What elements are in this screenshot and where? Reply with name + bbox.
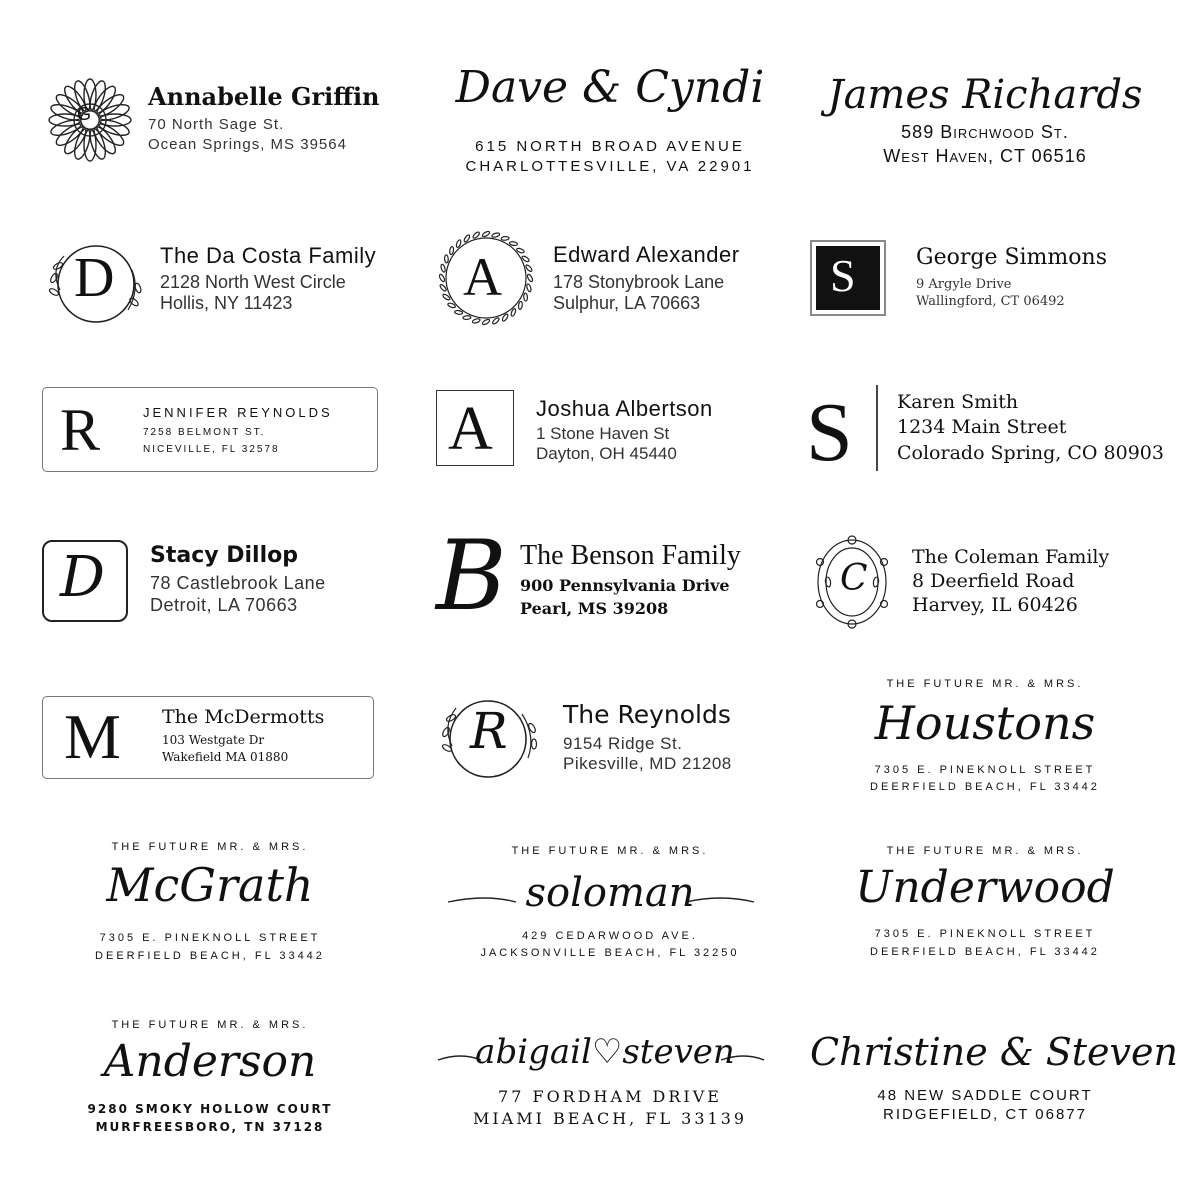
wreath-leaf: [491, 232, 500, 238]
address-line-1: 48 NEW SADDLE COURT: [877, 1087, 1093, 1104]
stamp-name: McGrath: [106, 858, 314, 912]
divider: [876, 385, 878, 471]
top-line: THE FUTURE MR. & MRS.: [511, 845, 709, 857]
address-line-2: DEERFIELD BEACH, FL 33442: [870, 781, 1100, 793]
address-line-2: CHARLOTTESVILLE, VA 22901: [465, 158, 755, 175]
wreath-leaf: [501, 236, 509, 240]
address-line-1: 7305 E. PINEKNOLL STREET: [874, 764, 1096, 776]
stamp-name: Anderson: [103, 1036, 317, 1087]
top-line: THE FUTURE MR. & MRS.: [886, 845, 1084, 857]
stamp-name: The Coleman Family: [912, 546, 1110, 568]
address-line-2: JACKSONVILLE BEACH, FL 32250: [480, 947, 740, 959]
address-line-1: 77 FORDHAM DRIVE: [498, 1087, 722, 1106]
address-line-1: 7258 BELMONT ST.: [143, 427, 266, 438]
stamp-name: James Richards: [827, 72, 1143, 118]
address-line-2: Sulphur, LA 70663: [553, 293, 701, 313]
wreath-leaf: [472, 318, 481, 324]
wreath-leaf: [526, 274, 533, 283]
address-line-1: 9 Argyle Drive: [916, 277, 1012, 292]
address-line-2: NICEVILLE, FL 32578: [143, 444, 280, 455]
address-line-1: 103 Westgate Dr: [162, 733, 265, 747]
address-line-1: 589 Birchwood St.: [901, 122, 1069, 142]
wreath-leaf: [439, 284, 447, 292]
stamp-name: Christine & Steven: [810, 1030, 1178, 1074]
address-line-2: Harvey, IL 60426: [912, 594, 1078, 616]
monogram: G: [77, 104, 92, 124]
monogram: R: [470, 702, 508, 760]
wreath-leaf: [472, 231, 480, 239]
monogram: S: [806, 386, 853, 479]
top-line: THE FUTURE MR. & MRS.: [886, 678, 1084, 690]
monogram: A: [463, 247, 502, 307]
stamp-name: Annabelle Griffin: [148, 82, 380, 111]
stamp-name: George Simmons: [916, 245, 1107, 270]
wreath-leaf: [525, 264, 533, 272]
stamp-name: Houstons: [874, 696, 1096, 750]
address-line-2: Wakefield MA 01880: [162, 750, 289, 764]
wreath-leaf: [492, 317, 500, 325]
top-line: THE FUTURE MR. & MRS.: [111, 841, 309, 853]
address-line-1: 1 Stone Haven St: [536, 424, 670, 443]
wreath-leaf: [444, 255, 448, 263]
wreath-leaf: [518, 301, 523, 309]
address-line-2: Wallingford, CT 06492: [916, 294, 1065, 309]
address-line-2: Dayton, OH 45440: [536, 444, 677, 463]
monogram: R: [60, 397, 101, 463]
stamp-name: The McDermotts: [162, 706, 325, 728]
wreath-leaf: [440, 264, 446, 273]
address-line-1: 7305 E. PINEKNOLL STREET: [99, 932, 321, 944]
address-line-1: 2128 North West Circle: [160, 272, 346, 292]
address-line-1: 9154 Ridge St.: [563, 734, 683, 753]
stamp-name: JENNIFER REYNOLDS: [143, 405, 333, 420]
wreath-leaf: [482, 230, 491, 237]
address-line-2: DEERFIELD BEACH, FL 33442: [95, 950, 325, 962]
wreath-leaf: [482, 318, 491, 325]
stamp-name: soloman: [525, 870, 695, 916]
wreath-leaf: [524, 293, 528, 301]
address-line-1: 900 Pennsylvania Drive: [520, 576, 730, 595]
address-line-1: 178 Stonybrook Lane: [553, 272, 725, 292]
address-line-2: West Haven, CT 06516: [883, 146, 1087, 166]
stamp-name: Edward Alexander: [553, 242, 740, 267]
address-line-1: 78 Castlebrook Lane: [150, 573, 326, 593]
monogram: S: [830, 250, 856, 301]
monogram: A: [448, 395, 493, 463]
wreath-leaf: [454, 310, 462, 315]
monogram: B: [436, 520, 507, 632]
address-line-2: Pearl, MS 39208: [520, 599, 669, 618]
address-line-1: 429 CEDARWOOD AVE.: [522, 930, 698, 942]
address-line-1: 1234 Main Street: [897, 416, 1067, 438]
monogram: D: [60, 545, 105, 610]
wreath-leaf: [449, 246, 454, 254]
stamp-name: abigail♡steven: [475, 1032, 735, 1072]
address-line-1: 615 NORTH BROAD AVENUE: [475, 138, 745, 155]
monogram: M: [64, 701, 121, 772]
wreath-leaf: [463, 316, 471, 320]
address-line-1: 7305 E. PINEKNOLL STREET: [874, 928, 1096, 940]
stamp-name: The Benson Family: [520, 540, 741, 571]
stamp-name: The Reynolds: [563, 700, 731, 729]
stamp-name: Stacy Dillop: [150, 543, 298, 568]
address-line-1: 9280 SMOKY HOLLOW COURT: [87, 1102, 333, 1116]
stamp-name: Underwood: [855, 862, 1115, 913]
wreath-leaf: [526, 283, 532, 292]
address-line-2: Hollis, NY 11423: [160, 293, 293, 313]
address-line-2: Colorado Spring, CO 80903: [897, 442, 1164, 464]
monogram: D: [74, 247, 115, 309]
stamp-name: Dave & Cyndi: [455, 62, 765, 113]
address-line-2: DEERFIELD BEACH, FL 33442: [870, 946, 1100, 958]
stamp-name: Karen Smith: [897, 391, 1019, 413]
monogram: C: [840, 558, 868, 599]
address-line-1: 8 Deerfield Road: [912, 570, 1075, 592]
address-line-2: MURFREESBORO, TN 37128: [95, 1120, 325, 1134]
stamp-name: The Da Costa Family: [160, 243, 377, 268]
address-line-2: Pikesville, MD 21208: [563, 754, 732, 773]
address-line-2: Ocean Springs, MS 39564: [148, 136, 347, 153]
stamp-name: Joshua Albertson: [536, 396, 713, 421]
top-line: THE FUTURE MR. & MRS.: [111, 1019, 309, 1031]
address-line-1: 70 North Sage St.: [148, 116, 285, 133]
wreath-leaf: [509, 241, 517, 246]
address-line-2: RIDGEFIELD, CT 06877: [883, 1106, 1087, 1123]
address-line-2: Detroit, LA 70663: [150, 595, 298, 615]
address-line-2: MIAMI BEACH, FL 33139: [472, 1109, 748, 1128]
wreath-leaf: [438, 274, 445, 283]
